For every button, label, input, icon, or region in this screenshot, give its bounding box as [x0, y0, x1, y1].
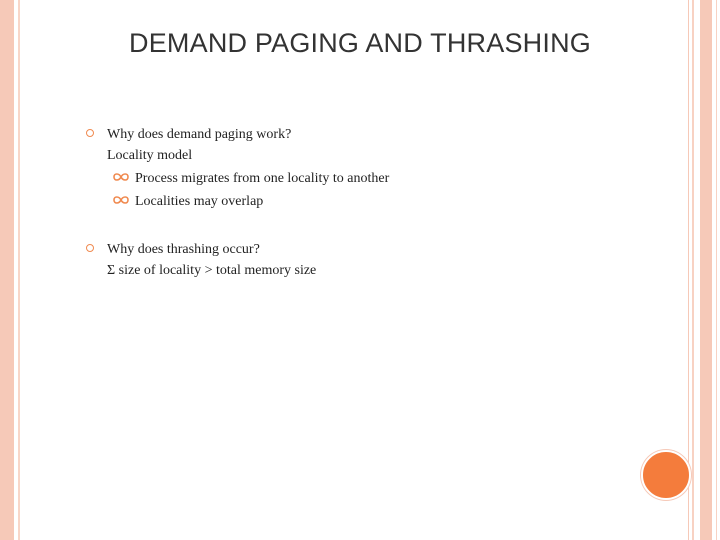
sub-bullet-item	[107, 190, 646, 213]
bullet-line: Σ size of locality > total memory size	[107, 263, 317, 278]
ring-bullet-icon	[86, 244, 94, 252]
left-decorative-band	[0, 0, 14, 540]
right-stripe	[692, 0, 694, 540]
bullet-item	[86, 239, 646, 281]
ring-bullet-icon	[86, 129, 94, 137]
bullet-line: Locality model	[107, 148, 193, 163]
bullet-line: Why does thrashing occur?	[107, 242, 260, 257]
slide-title: DEMAND PAGING AND THRASHING	[129, 28, 591, 58]
bullet-item	[86, 124, 646, 213]
right-stripe	[688, 0, 689, 540]
sub-bullet-item	[107, 167, 646, 190]
sub-bullet-text: Localities may overlap	[135, 194, 264, 209]
sub-bullet-text: Process migrates from one locality to another	[135, 171, 390, 186]
bullet-line: Why does demand paging work?	[107, 127, 292, 142]
right-stripe	[716, 0, 717, 540]
right-stripe	[700, 0, 712, 540]
infinity-bullet-icon	[113, 194, 129, 206]
infinity-bullet-icon	[113, 171, 129, 183]
decorative-orange-circle	[641, 450, 691, 500]
slide-content	[86, 124, 646, 281]
sub-bullet-list	[107, 167, 646, 213]
left-decorative-line	[18, 0, 20, 540]
